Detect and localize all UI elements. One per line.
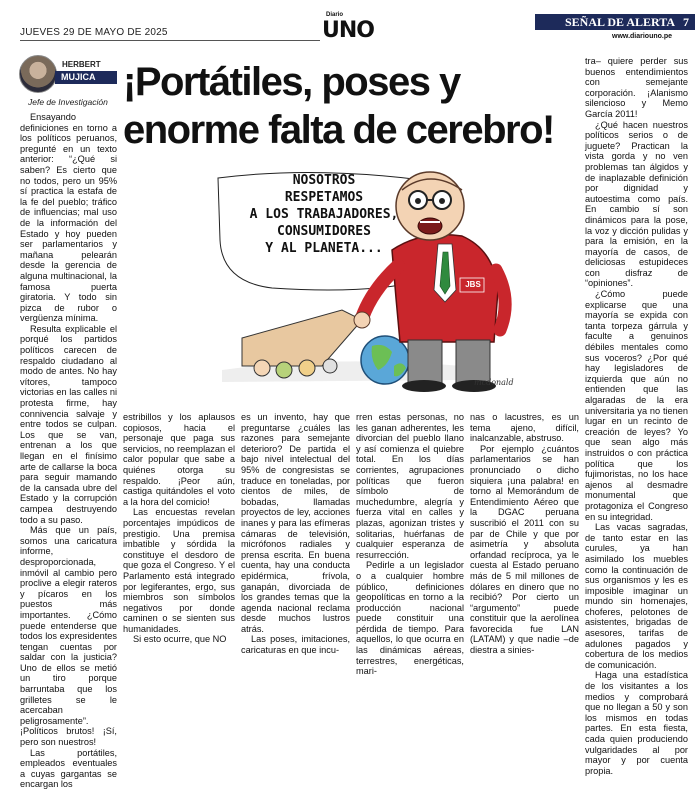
man-shoe: [402, 380, 446, 392]
author-photo: [19, 55, 57, 93]
cartoonist-signature: mcdonald: [474, 378, 514, 387]
editorial-cartoon: [212, 170, 582, 398]
page-number: 7: [683, 15, 689, 29]
author-role: Jefe de Investigación: [28, 97, 108, 107]
paragraph: ¿Qué hacen nuestros políticos serios o de juguete? Practican la vista gorda y no ven problemas tan álgidos y de inaplazable definición por dignidad y autoestima como país. En cambio sí son dinámicos para la pose, la voz y dicción pulidas y para la emisión, en la mayoría de casos, de deliciosas estupideces con disfraz de “opiniones”.: [585, 119, 688, 289]
paragraph: Haga una estadística de los visitantes a los medios y comprobará que no llegan a 50 y son los mismos en todas partes. En esta fiesta, cada quien produciendo vulgaridades al por mayor y por cuenta propia.: [585, 670, 688, 776]
crushed-person: [276, 362, 292, 378]
column-5: [470, 412, 579, 656]
paragraph: Las portátiles, empleados eventuales a cuyas gargantas se encargan los: [20, 747, 117, 790]
paragraph: Las poses, imitaciones, caricaturas en que incu-: [241, 634, 350, 656]
logo-small-text: Diario: [326, 12, 344, 18]
section-title: SEÑAL DE ALERTA: [565, 15, 676, 29]
author-first-name: HERBERT: [62, 60, 101, 69]
paragraph: Las vacas sagradas, de tanto estar en las curules, ya han asimilado los muebles como la continuación de sus organismos y les es imposible imaginar un mundo sin homenajes, choferes, pelotones de asistentes, brigadas de asesores, tarifas de adulones pagados y cobertura de los medios de comunicación.: [585, 522, 688, 670]
suit-badge-text: JBS: [465, 280, 481, 289]
paragraph: tra– quiere perder sus buenos entendimientos con semejante corporación. ¡Alanismo silencioso y Memo García 2011!: [585, 56, 688, 119]
site-url: www.diariouno.pe: [612, 33, 673, 40]
man-leg: [408, 340, 442, 384]
paragraph: Más que un país, somos una caricatura informe, desproporcionada, inmóvil al cambio pero proclive a elegir rateros y pícaros en los puestos más importantes. ¿Cómo puede entenderse que todos los expresidentes tengan cuentas por saldar con la justicia? Uno de ellos se metió un tiro porque barruntaba que los grilletes se le acercaban peligrosamente”. ¡Políticos brutos! ¡Sí, pero son nuestros!: [20, 525, 117, 748]
column-3: [241, 412, 350, 656]
paragraph: Las encuestas revelan porcentajes impúdicos de prestigio. Una premisa imbatible y sórdida la constituye el desdoro de que goza el Congreso. Y el Parlamento está integrado por legiferantes, ergo, sus miembros son símbolos negativos por donde caminen o se sienten sus humanidades.: [123, 507, 235, 634]
paragraph: Si esto ocurre, que NO: [133, 634, 227, 645]
crushed-person: [299, 360, 315, 376]
speech-line: Y AL PLANETA...: [265, 241, 383, 256]
masthead: [0, 0, 700, 43]
column-1: [20, 112, 117, 790]
speech-line: A LOS TRABAJADORES,: [249, 207, 399, 222]
paragraph: nas o lacustres, es un tema ajeno, difícil, inalcanzable, abstruso.: [470, 412, 579, 444]
issue-date: JUEVES 29 DE MAYO DE 2025: [20, 27, 168, 38]
newspaper-logo: [322, 14, 376, 44]
crushed-person: [254, 360, 270, 376]
man-arm: [362, 266, 398, 318]
paragraph: Resulta explicable el porqué los partidos políticos carecen de respaldo ciudadano al modo de antes. No hay vítores, tampoco victorias en las calles ni protesta firme, hay connivencia salvaje y entre todos se culpan. Los que se van, entrenan a los que llegan en el finísimo arte de callarse la boca para seguir mamando de la cansada ubre del Estado y la corrupción campea destruyendo todo a su paso.: [20, 323, 117, 525]
paragraph: Por ejemplo ¿cuántos parlamentarios se han pronunciado o dicho siquiera ¡una palabra! en torno al Memorándum de Entendimiento Aéreo que la DGAC peruana suscribió el 2011 con su par de Chile y que por asimetría y absoluta orfandad recíproca, ya le cuesta al Estado peruano más de 5 mil millones de dólares en dinero que no recibió? Por cierto un “argumento” puede constituir que la aerolínea favorecida fue LAN (LATAM) y que nadie –de diestra a sinies-: [470, 443, 579, 656]
speech-line: NOSOTROS: [292, 173, 356, 188]
paragraph: es un invento, hay que preguntarse ¿cuáles las razones para semejante deterioro? De partida el bajo nivel intelectual del 95% de congresistas se traduce en toneladas, por cientos de miles, de bobadas, llamadas proyectos de ley, acciones inanes y para las efímeras cámaras de televisión, micrófonos radiales y prensa escrita. En buena cuenta, hay una conducta epidérmica, frívola, ganapán, divorciada de los grandes temas que la agenda nacional reclama desde muchos lustros atrás.: [241, 412, 350, 634]
headline: ¡Portátiles, poses y enorme falta de cerebro!: [123, 60, 554, 152]
speech-text: [224, 172, 424, 257]
header-rule: [20, 40, 320, 41]
paragraph: rren estas personas, no les ganan adherentes, les divorcian del pueblo llano y así comienza el quiebre total. En los días corrientes, agrupaciones políticas que fueron símbolo de muchedumbre, alegría y fuerza vital en calles y plazas, agonizan tristes y solitarias, huérfanas de cualquier esperanza de resurrección.: [356, 412, 464, 560]
author-last-name: MUJICA: [55, 71, 117, 84]
crushed-person: [323, 359, 337, 373]
paragraph: ¿Cómo puede explicarse que una mayoría se expida con tanta torpeza gárrula y faculte a genuinos débiles mentales como sus voceros? ¿Por qué hay legisladores de izquierda que aún no entienden que las algaradas de la era universitaria ya no tienen lugar en un recinto de creación de leyes? Yo que sean algo más instruidos o con práctica política que los fujimoristas, no los hace ajenos al desmadre monumental que protagoniza el Congreso en su integridad.: [585, 289, 688, 522]
column-4: [356, 412, 464, 677]
section-banner: [535, 14, 695, 30]
speech-line: RESPETAMOS: [284, 190, 364, 205]
eye: [439, 198, 445, 204]
man-hand: [354, 312, 370, 328]
table: [242, 310, 362, 366]
speech-line: CONSUMIDORES: [277, 224, 371, 239]
column-2: [123, 412, 235, 645]
paragraph: Ensayando definiciones en torno a los políticos peruanos, pregunté en un texto anterior: “¿Qué si saben? Es cierto que no todos, pero un 95% sí practica la estafa de la fe del pueblo; tráfico de influencias; mal uso de la información del Estado y hoy pueden ser parlamentarios y mañana pelearán desde la gerencia de alguna multinacional, la famosa puerta giratoria. Y todo sin pizca de rubor o vergüenza mínima.: [20, 112, 117, 324]
paragraph: estribillos y los aplausos copiosos, hacia el personaje que paga sus servicios, no reemplazan el calor popular que sabe a quiénes otorga su respaldo. ¡Peor aún, castiga quitándoles el voto a la hora del comicio!: [123, 412, 235, 507]
paragraph: Pedirle a un legislador o a cualquier hombre público, definiciones geopolíticas en torno a la producción nacional puede constituir una pérdida de tiempo. Para aquellos, lo que ocurra en las dinámicas aéreas, terrestres, energéticas, mari-: [356, 560, 464, 677]
logo-text: UNO: [322, 18, 374, 43]
column-6: [585, 56, 688, 776]
